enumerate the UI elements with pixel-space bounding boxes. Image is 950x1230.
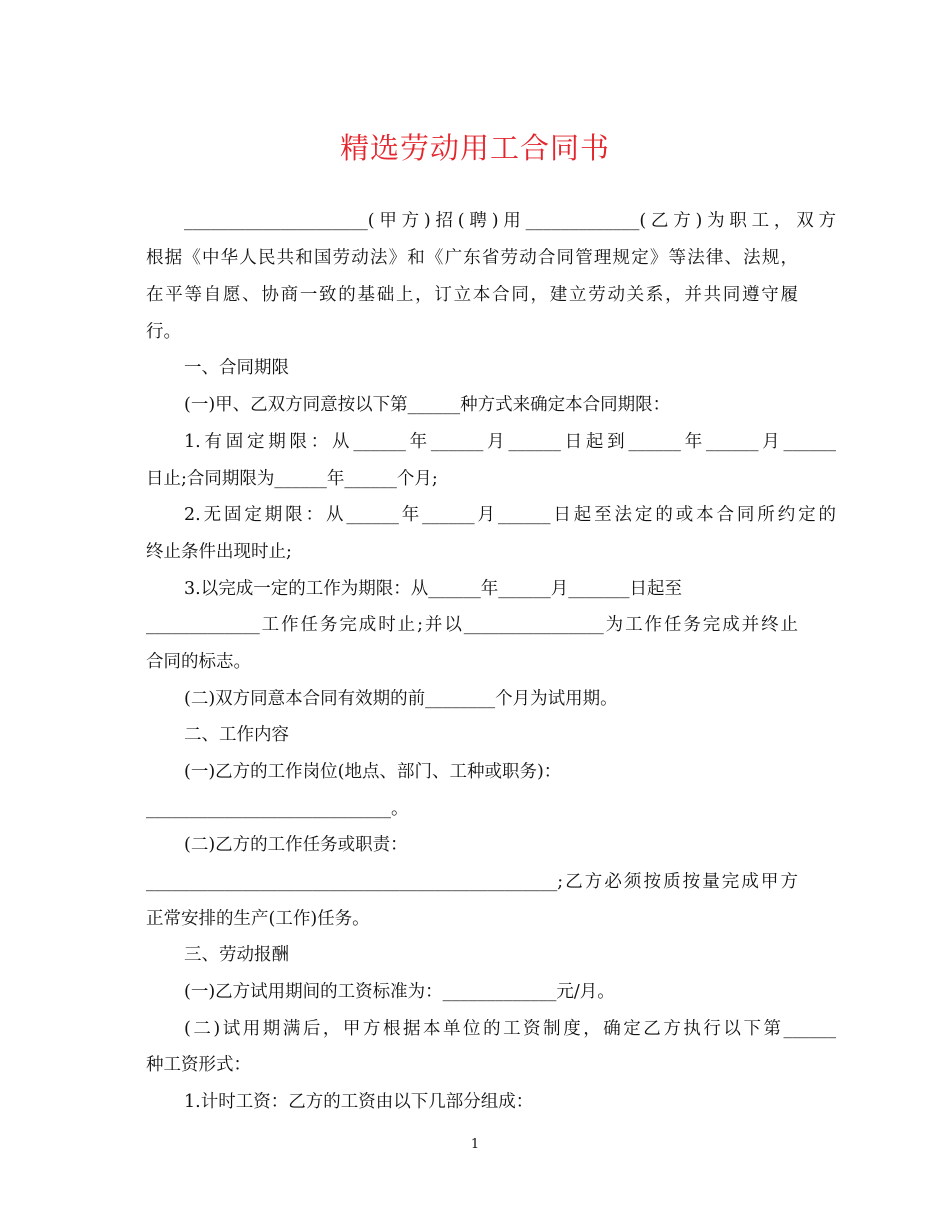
paragraph-line: _____________________(甲方)招(聘)用_____________(乙方)为职工，双方 xyxy=(184,211,836,231)
paragraph-line: 2.无固定期限：从______年______月______日起至法定的或本合同所约定的 xyxy=(184,505,836,525)
paragraph-line: 1.有固定期限：从______年______月______日起到______年______月______ xyxy=(184,432,836,452)
paragraph-line: 根据《中华人民共和国劳动法》和《广东省劳动合同管理规定》等法律、法规， xyxy=(146,248,798,268)
paragraph-line: (二)试用期满后，甲方根据本单位的工资制度，确定乙方执行以下第______ xyxy=(184,1019,836,1039)
section-heading: 二、工作内容 xyxy=(184,725,289,745)
paragraph-line: 行。 xyxy=(146,322,181,342)
paragraph-line: 日止;合同期限为______年______个月; xyxy=(146,469,438,489)
paragraph-line: 终止条件出现时止; xyxy=(146,542,292,562)
section-heading: 三、劳动报酬 xyxy=(184,945,289,965)
paragraph-line: (一)甲、乙双方同意按以下第______种方式来确定本合同期限： xyxy=(184,395,671,415)
paragraph-line: _____________工作任务完成时止;并以________________为工作任务完成并终止 xyxy=(146,615,798,635)
paragraph-line: (二)双方同意本合同有效期的前________个月为试用期。 xyxy=(184,689,618,709)
paragraph-line: ____________________________。 xyxy=(146,799,409,819)
document-title: 精选劳动用工合同书 xyxy=(339,131,610,165)
paragraph-line: 在平等自愿、协商一致的基础上，订立本合同，建立劳动关系，并共同遵守履 xyxy=(146,285,798,305)
paragraph-line: 正常安排的生产(工作)任务。 xyxy=(146,909,370,929)
paragraph-line: 3.以完成一定的工作为期限：从______年______月_______日起至 xyxy=(184,579,682,599)
paragraph-line: 合同的标志。 xyxy=(146,652,251,672)
paragraph-line: 种工资形式： xyxy=(146,1055,251,1075)
paragraph-line: 1.计时工资：乙方的工资由以下几部分组成： xyxy=(184,1092,534,1112)
section-heading: 一、合同期限 xyxy=(184,358,289,378)
paragraph-line: (二)乙方的工作任务或职责： xyxy=(184,835,408,855)
paragraph-line: (一)乙方的工作岗位(地点、部门、工种或职务)： xyxy=(184,762,562,782)
page-number: 1 xyxy=(470,1137,480,1152)
paragraph-line: _______________________________________________;乙方必须按质按量完成甲方 xyxy=(146,872,798,892)
paragraph-line: (一)乙方试用期间的工资标准为：_____________元/月。 xyxy=(184,982,615,1002)
